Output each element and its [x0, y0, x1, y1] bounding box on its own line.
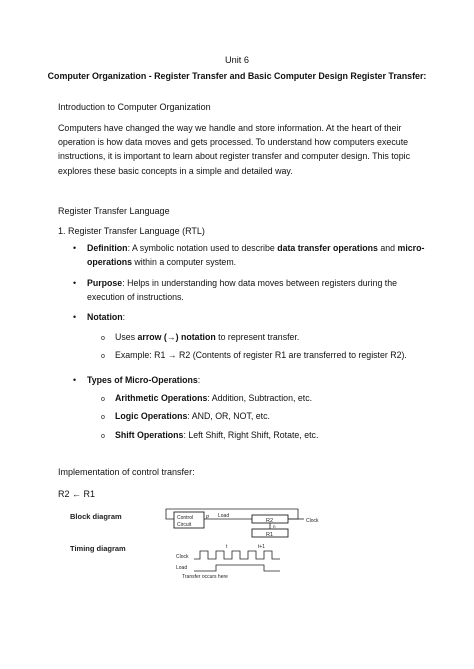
- bullet-icon: •: [73, 243, 77, 253]
- clock-right-label: Clock: [306, 518, 319, 524]
- load-timing-label: Load: [176, 565, 188, 571]
- intro-line: operation is how data moves and gets processed. To understand how computers execute: [58, 137, 409, 148]
- load-waveform: [194, 565, 280, 571]
- purpose-label: Purpose: [87, 278, 123, 288]
- register-r1-label: R1: [266, 532, 274, 538]
- implementation-heading: Implementation of control transfer:: [58, 467, 195, 477]
- t1-label: t+1: [258, 544, 266, 550]
- rtl-subheading: 1. Register Transfer Language (RTL): [58, 226, 205, 236]
- timing-diagram-label: Timing diagram: [70, 544, 126, 553]
- intro-paragraph: [58, 121, 430, 178]
- notation-label: Notation: [87, 312, 123, 322]
- transfer-expression: R2 ← R1: [58, 489, 96, 499]
- transfer-occurs-label: Transfer occurs here: [182, 574, 228, 580]
- control-circuit-label: Circuit: [177, 522, 192, 528]
- bullet-icon: •: [73, 312, 77, 322]
- bullet-icon: •: [73, 278, 77, 288]
- clock-waveform: [194, 551, 280, 559]
- register-r2-label: R2: [266, 518, 274, 524]
- types-label: Types of Micro-Operations: [87, 375, 198, 385]
- sub-bullet-icon: o: [101, 414, 105, 421]
- sub-bullet-icon: o: [101, 335, 105, 342]
- load-label: Load: [218, 513, 230, 519]
- intro-heading: Introduction to Computer Organization: [58, 102, 211, 112]
- bullet-icon: •: [73, 375, 77, 385]
- intro-line: Computers have changed the way we handle and store information. At the heart of their: [58, 123, 402, 133]
- clock-timing-label: Clock: [176, 554, 189, 560]
- intro-line: instructions, it is important to learn about register transfer and computer design. This topic: [58, 151, 411, 162]
- sub-bullet-icon: o: [101, 433, 105, 440]
- definition-label: Definition: [87, 243, 128, 253]
- register-transfer-figure: [66, 505, 336, 585]
- t-label: t: [226, 544, 228, 550]
- document-title: Computer Organization - Register Transfer and Basic Computer Design Register Transfer:: [47, 71, 427, 81]
- p-signal-label: P: [206, 515, 210, 521]
- sub-bullet-icon: o: [101, 396, 105, 403]
- rtl-heading: Register Transfer Language: [58, 206, 170, 216]
- n-label: n: [273, 524, 276, 529]
- sub-bullet-icon: o: [101, 353, 105, 360]
- block-diagram-label: Block diagram: [70, 512, 122, 521]
- document-page: Unit 6 Computer Organization - Register Transfer and Basic Computer Design Register Transfer: Introduction to Computer Organization Computers have changed the way we handle and store information. At the heart of their operation is how data moves and gets processed. To understand how computers execute instructions, it is important to learn about register transfer and computer design. This topic explores these basic concepts in a simple and detailed way. Register Transfer Language 1. Register Transfer Language (RTL) • Definition: A symbolic notation used to describe data transfer operations and micro- operations within a computer system. • Purpose: Helps in understanding how data moves between registers during the execution of instructions. • Notation: o Uses arrow (→) notation to represent transfer. o Example: R1 → R2 (Contents of register R1 are transferred to register R2). • Types of Micro-Operations: o Arithmetic Operations: Addition, Subtraction, etc. o Logic Operations: AND, OR, NOT, etc. o Shift Operations: Left Shift, Right Shift, Rotate, etc. Implementation of control transfer: R2 ← R1 Block diagram Timing diagram Control Circuit P Load R2 R1 n Clock Clock t t+1 Load Transfer occurs here: [0, 0, 474, 669]
- unit-heading: Unit 6: [224, 55, 249, 65]
- intro-line: explores these basic concepts in a simple and detailed way.: [58, 165, 293, 176]
- control-circuit-label: Control: [177, 515, 194, 521]
